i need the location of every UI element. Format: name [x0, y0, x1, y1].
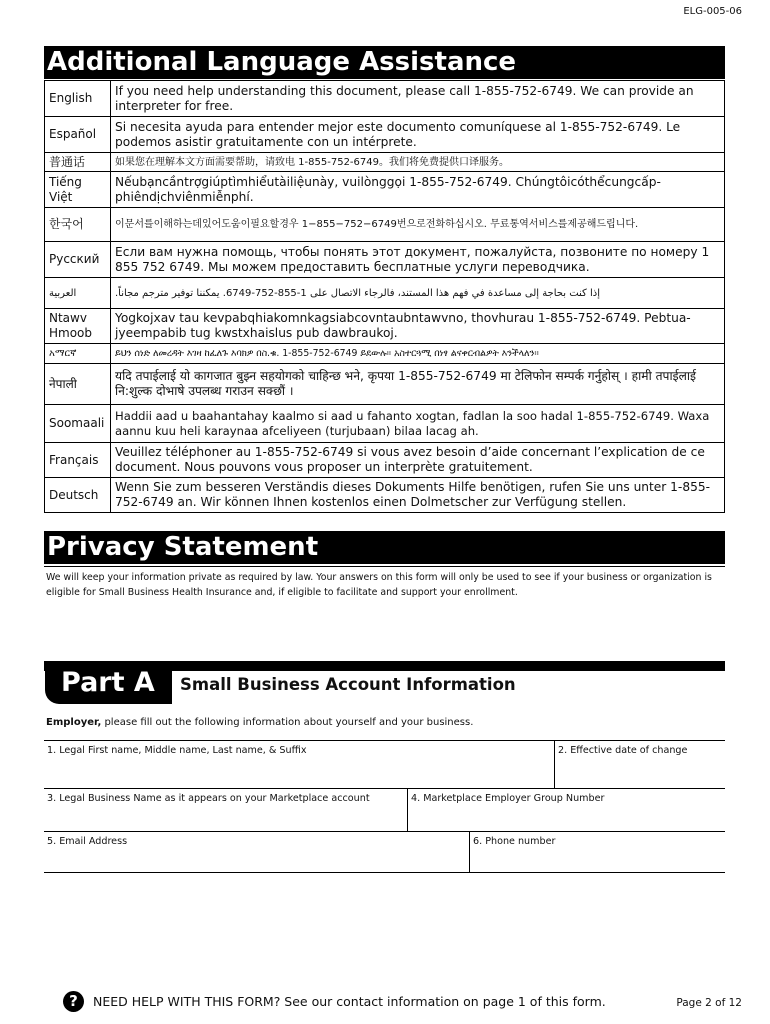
employer-label: Employer, — [46, 717, 102, 728]
table-row — [45, 81, 725, 117]
language-table — [44, 80, 725, 513]
language-text: 如果您在理解本文方面需要帮助，请致电 1-855-752-6749。我们将免费提供口译服务。 — [111, 153, 725, 172]
table-row — [45, 405, 725, 443]
language-name: Deutsch — [45, 478, 111, 513]
table-row — [45, 344, 725, 364]
part-a-label: Part A — [45, 664, 172, 704]
language-name: 普通话 — [45, 153, 111, 172]
field-row-2 — [44, 789, 725, 832]
language-text: If you need help understanding this document, please call 1-855-752-6749. We can provide an interpreter for free. — [111, 81, 725, 117]
language-text: यदि तपाईलाई यो कागजात बुझ्न सहयोगको चाहिन्छ भने, कृपया 1-855-752-6749 मा टेलिफोन सम्पर्क गर्नुहोस् । हामी तपाईलाई नि:शुल्क दोभाषे उपलब्ध गराउन सक्छौं । — [111, 364, 725, 405]
employer-instruction — [46, 717, 473, 728]
phone-field[interactable] — [469, 832, 725, 872]
language-name: العربية — [45, 278, 111, 309]
language-text: Si necesita ayuda para entender mejor este documento comuníquese al 1-855-752-6749. Le podemos asistir gratuitamente con un intérprete. — [111, 117, 725, 153]
language-text: Nếubạncầntrợgiúptìmhiểutàiliệunày, vuilònggọi 1-855-752-6749. Chúngtôicóthểcungcấp-phiêndịchviênmiễnphí. — [111, 172, 725, 208]
business-name-label: 3. Legal Business Name as it appears on your Marketplace account — [47, 793, 370, 804]
language-text: 이문서를이해하는데있어도움이필요할경우 1−855−752−6749번으로전화하십시오. 무료통역서비스를제공해드립니다. — [111, 208, 725, 242]
footer-help — [63, 991, 606, 1012]
table-row — [45, 364, 725, 405]
email-label: 5. Email Address — [47, 836, 128, 847]
language-text: Haddii aad u baahantahay kaalmo si aad u fahanto xogtan, fadlan la soo hadal 1-855-752-6749. Waxa aannu kuu heli karaynaa afceliyeen (turjubaan) bilaa lacag ah. — [111, 405, 725, 443]
page-number: Page 2 of 12 — [676, 997, 742, 1009]
legal-name-field[interactable] — [44, 741, 554, 788]
field-row-1 — [44, 740, 725, 789]
privacy-title: Privacy Statement — [44, 531, 725, 564]
language-name: Español — [45, 117, 111, 153]
part-a-title: Small Business Account Information — [180, 675, 516, 694]
table-row — [45, 443, 725, 478]
table-row — [45, 172, 725, 208]
phone-label: 6. Phone number — [473, 836, 556, 847]
field-row-3 — [44, 832, 725, 873]
language-name: Tiếng Việt — [45, 172, 111, 208]
privacy-text: We will keep your information private as required by law. Your answers on this form will only be used to see if your business or organization is eligible for Small Business Health Insurance and, if eligible to facilitate and support your enrollment. — [46, 572, 712, 598]
table-row — [45, 242, 725, 278]
privacy-divider — [44, 566, 725, 567]
language-name: English — [45, 81, 111, 117]
legal-name-label: 1. Legal First name, Middle name, Last name, & Suffix — [47, 745, 307, 756]
language-section-title: Additional Language Assistance — [44, 46, 725, 79]
effective-date-label: 2. Effective date of change — [558, 745, 688, 756]
employer-group-number-label: 4. Marketplace Employer Group Number — [411, 793, 605, 804]
language-name: 한국어 — [45, 208, 111, 242]
language-text: Если вам нужна помощь, чтобы понять этот документ, пожалуйста, позвоните по номеру 1 855 752 6749. Мы можем предоставить бесплатные услуги переводчика. — [111, 242, 725, 278]
form-code: ELG-005-06 — [683, 6, 742, 17]
language-text: ይህን ሰነድ ለመረዳት እገዛ ከፈለጉ እባክዎ በስ.ቁ. 1-855-752-6749 ይደውሉ። አስተርጓሚ በነፃ ልናቀርብልዎት እንችላለን። — [111, 344, 725, 364]
language-text: Yogkojxav tau kevpabqhiakomnkagsiabcovntaubntawvno, thovhurau 1-855-752-6749. Pebtua-jyeempabib tug kwstxhaislus pub dawbraukoj. — [111, 309, 725, 344]
language-name: Français — [45, 443, 111, 478]
business-name-field[interactable] — [44, 789, 407, 831]
table-row — [45, 208, 725, 242]
employer-instruction-text: please fill out the following information about yourself and your business. — [101, 717, 474, 728]
language-name: Soomaali — [45, 405, 111, 443]
language-text: إذا كنت بحاجة إلى مساعدة في فهم هذا المستند، فالرجاء الاتصال على 1-855-752-6749. يمكننا توفير مترجم مجاناً. — [111, 278, 725, 309]
language-name: Русский — [45, 242, 111, 278]
table-row — [45, 309, 725, 344]
language-text: Veuillez téléphoner au 1-855-752-6749 si vous avez besoin d’aide concernant l’explication de ce document. Nous pouvons vous proposer un interprète gratuitement. — [111, 443, 725, 478]
email-field[interactable] — [44, 832, 469, 872]
language-name: नेपाली — [45, 364, 111, 405]
help-text: NEED HELP WITH THIS FORM? See our contact information on page 1 of this form. — [93, 994, 606, 1009]
table-row — [45, 478, 725, 513]
table-row — [45, 153, 725, 172]
help-icon: ? — [63, 991, 84, 1012]
table-row — [45, 117, 725, 153]
language-name: Ntawv Hmoob — [45, 309, 111, 344]
table-row — [45, 278, 725, 309]
language-name: አማርኛ — [45, 344, 111, 364]
language-text: Wenn Sie zum besseren Verständis dieses Dokuments Hilfe benötigen, rufen Sie uns unter 1-855-752-6749 an. Wir können Ihnen kostenlos einen Dolmetscher zur Verfügung stellen. — [111, 478, 725, 513]
employer-group-number-field[interactable] — [407, 789, 725, 831]
effective-date-field[interactable] — [554, 741, 725, 788]
